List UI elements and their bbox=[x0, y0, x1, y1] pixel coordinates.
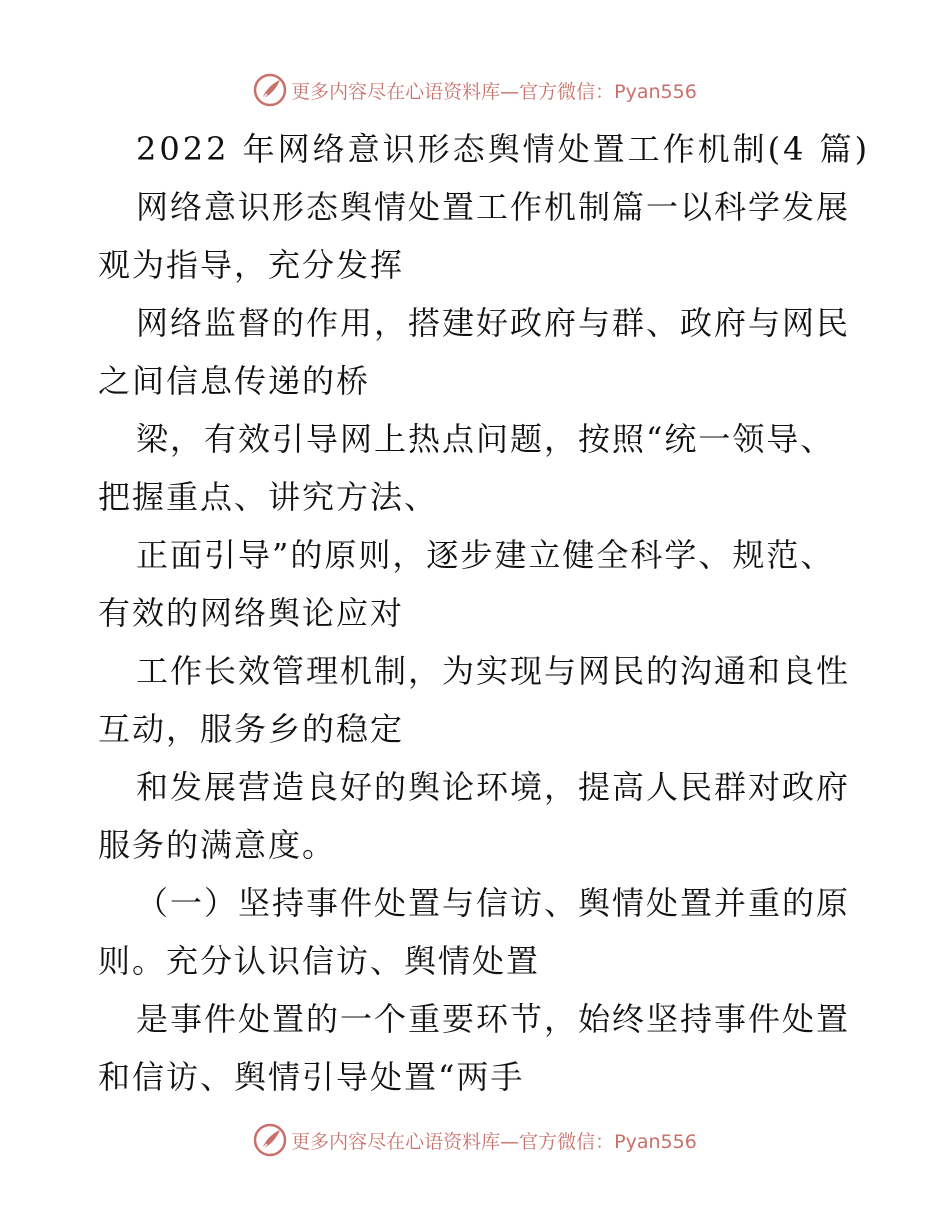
document-title: 2022 年网络意识形态舆情处置工作机制(4 篇) bbox=[136, 130, 871, 168]
text-line: 把握重点、讲究方法、 bbox=[98, 478, 439, 516]
watermark-header bbox=[0, 70, 950, 110]
text-line: 网络监督的作用，搭建好政府与群、政府与网民 bbox=[136, 304, 851, 342]
text-line: 正面引导”的原则，逐步建立健全科学、规范、 bbox=[136, 536, 835, 574]
text-line: 服务的满意度。 bbox=[98, 826, 337, 864]
text-line: 互动，服务乡的稳定 bbox=[98, 710, 405, 748]
pen-feather-logo-icon bbox=[253, 1123, 287, 1157]
text-line: 梁，有效引导网上热点问题，按照“统一领导、 bbox=[136, 420, 835, 458]
text-line: 和信访、舆情引导处置“两手 bbox=[98, 1058, 525, 1096]
text-line: 则。充分认识信访、舆情处置 bbox=[98, 942, 541, 980]
text-line: （一）坚持事件处置与信访、舆情处置并重的原 bbox=[136, 884, 851, 922]
text-line: 观为指导，充分发挥 bbox=[98, 246, 405, 284]
document-body bbox=[98, 120, 871, 1106]
watermark-text: 更多内容尽在心语资料库—官方微信：Pyan556 bbox=[291, 1130, 697, 1153]
text-line: 工作长效管理机制，为实现与网民的沟通和良性 bbox=[136, 652, 851, 690]
text-line: 和发展营造良好的舆论环境，提高人民群对政府 bbox=[136, 768, 851, 806]
text-line: 网络意识形态舆情处置工作机制篇一以科学发展 bbox=[136, 188, 851, 226]
pen-feather-logo-icon bbox=[253, 73, 287, 107]
text-line: 是事件处置的一个重要环节，始终坚持事件处置 bbox=[136, 1000, 851, 1038]
watermark-footer bbox=[0, 1120, 950, 1160]
text-line: 有效的网络舆论应对 bbox=[98, 594, 405, 632]
text-line: 之间信息传递的桥 bbox=[98, 362, 371, 400]
paragraph-lines bbox=[98, 178, 858, 1106]
watermark-text: 更多内容尽在心语资料库—官方微信：Pyan556 bbox=[291, 80, 697, 103]
